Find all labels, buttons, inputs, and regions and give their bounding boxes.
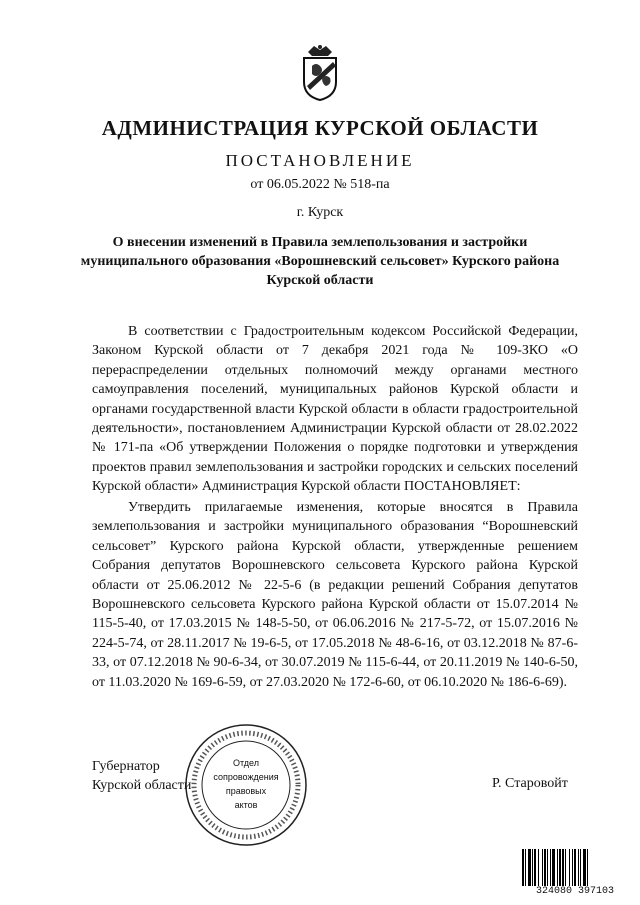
document-date-number: [0, 177, 640, 193]
city-label: г. Курск: [296, 205, 344, 220]
barcode-bar: [578, 849, 579, 887]
stamp-line: актов: [234, 800, 258, 810]
barcode-bar: [538, 849, 539, 887]
document-type: ПОСТАНОВЛЕНИЕ: [225, 151, 415, 170]
barcode: [521, 847, 629, 899]
date-prefix: от: [250, 177, 264, 192]
barcode-bar: [569, 849, 570, 887]
stamp-line: правовых: [225, 786, 267, 796]
organization-title: АДМИНИСТРАЦИЯ КУРСКОЙ ОБЛАСТИ: [101, 116, 539, 140]
barcode-bar: [552, 849, 555, 887]
barcode-bar: [587, 849, 588, 887]
signatory-name: Р. Старовойт: [492, 776, 568, 791]
barcode-number: 324080 397103: [521, 886, 629, 898]
document-date: 06.05.2022: [266, 177, 330, 192]
body-paragraph: [92, 322, 578, 497]
barcode-bar: [583, 849, 586, 887]
signatory-position: [92, 757, 191, 795]
document-subject: О внесении изменений в Правила землепользования и застройки муниципального образования «Ворошневский сельсовет» Курского района Курской области: [80, 235, 560, 288]
barcode-bar: [525, 849, 526, 887]
barcode-bar: [522, 849, 524, 887]
barcode-bar: [532, 849, 533, 887]
barcode-bar: [580, 849, 581, 887]
position-line: Губернатор: [92, 759, 160, 774]
document-number: № 518-па: [333, 177, 390, 192]
body-paragraph: [92, 498, 578, 692]
barcode-bar: [559, 849, 561, 887]
coat-of-arms-emblem: [298, 42, 342, 102]
barcode-bar: [574, 849, 576, 887]
barcode-bar: [534, 849, 536, 887]
barcode-bar: [557, 849, 558, 887]
barcode-bar: [547, 849, 548, 887]
official-stamp: [183, 722, 309, 848]
barcode-bar: [562, 849, 564, 887]
paragraph-text: В соответствии с Градостроительным кодексом Российской Федерации, Законом Курской области от 7 декабря 2021 года № 109-ЗКО «О перераспределении отдельных полномочий между органами местного самоуправления поселений, муниципальных районов Курской области и органами государственной власти Курской области в области градостроительной деятельности», постановлением Администрации Курской области от 28.02.2022 № 171-па «Об утверждении Положения о порядке подготовки и утверждения проектов правил землепользования и застройки городских и сельских поселений Курской области» Администрация Курской области ПОСТАНОВЛЯЕТ:: [92, 324, 578, 495]
barcode-bar: [544, 849, 546, 887]
barcode-bar: [550, 849, 551, 887]
barcode-bar: [528, 849, 531, 887]
barcode-bar: [542, 849, 543, 887]
barcode-bar: [572, 849, 573, 887]
stamp-line: сопровождения: [213, 772, 279, 782]
position-line: Курской области: [92, 778, 192, 793]
stamp-line: Отдел: [232, 758, 260, 768]
barcode-bar: [565, 849, 566, 887]
paragraph-text: Утвердить прилагаемые изменения, которые вносятся в Правила землепользования и застройки муниципального образования “Ворошневский сельсовет” Курского района Курской области, утвержденные решением Собрания депутатов Ворошневского сельсовета Курского района Курской области от 25.06.2012 № 22-5-6 (в редакции решений Собрания депутатов Ворошневского сельсовета Курского района Курской области от 15.07.2014 № 115-5-40, от 17.03.2015 № 148-5-50, от 06.06.2016 № 217-5-72, от 15.07.2016 № 224-5-74, от 28.11.2017 № 19-6-5, от 17.05.2018 № 48-6-16, от 03.12.2018 № 87-6-33, от 07.12.2018 № 90-6-34, от 30.07.2019 № 115-6-44, от 20.11.2019 № 140-6-50, от 11.03.2020 № 169-6-59, от 27.03.2020 № 172-6-60, от 06.10.2020 № 186-6-69).: [92, 500, 578, 690]
